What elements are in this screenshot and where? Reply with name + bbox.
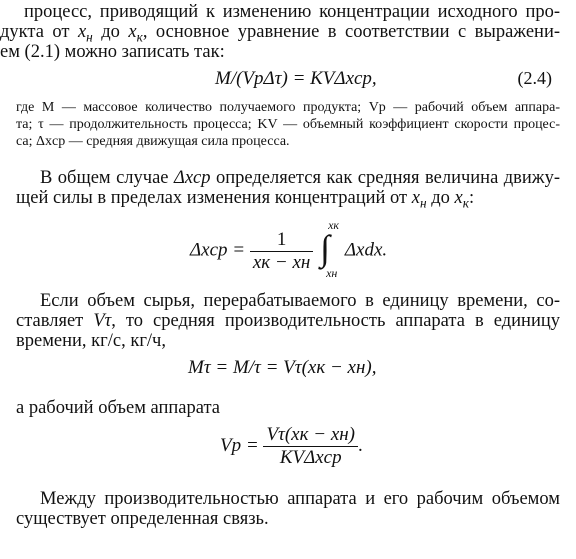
- var-x-k: $x_к$: [128, 22, 143, 45]
- text-line: дукта от $x_н$ до $x_к$, основное уравнение в соответствии с выражени-: [0, 22, 560, 45]
- text-line: Между производительностью аппарата и его рабочим объемом: [40, 489, 560, 509]
- text-line: ем (2.1) можно записать так:: [0, 42, 225, 62]
- text-line: ставляет Vτ, то средняя производительность аппарата в единицу: [16, 311, 560, 331]
- paragraph-1: [0, 2, 560, 62]
- text-line: времени, кг/с, кг/ч,: [16, 331, 166, 351]
- paragraph-2: [16, 168, 560, 211]
- legend-line: са; Δxср — средняя движущая сила процесса.: [16, 134, 290, 149]
- text-line: щей силы в пределах изменения концентраций от $x_н$ до $x_к$:: [16, 188, 475, 211]
- variable-legend: [16, 99, 560, 150]
- equation-2-4: M/(VрΔτ) = KVΔxср,: [215, 68, 377, 89]
- equation-v-p: Vр = $\frac{V\tau(xк - xн)}{\text{KVΔxср}}$ .: [220, 424, 363, 468]
- equation-number: (2.4): [517, 68, 552, 88]
- text-line: В общем случае Δxср определяется как средняя величина движу-: [40, 168, 560, 188]
- fraction: $\frac{1}{xк - xн}$: [250, 229, 314, 274]
- paragraph-5: [16, 489, 560, 529]
- text-line: а рабочий объем аппарата: [16, 398, 221, 418]
- text-line: Если объем сырья, перерабатываемого в единицу времени, со-: [40, 291, 560, 311]
- text-line: существует определенная связь.: [16, 509, 269, 529]
- equation-m-tau: Mτ = M/τ = Vτ(xк − xн),: [188, 357, 377, 378]
- integral-sign: ∫ xк xн: [320, 218, 340, 280]
- var-x-n: $x_н$: [77, 22, 93, 45]
- paragraph-3: [16, 291, 560, 351]
- paragraph-4: [16, 398, 576, 418]
- legend-line: та; τ — продолжительность процесса; KV — объемный коэффициент скорости процес-: [16, 117, 560, 132]
- equation-dx-average: Δxср = $\frac{1}{xк - xн}$ ∫ xк xн Δxdx.: [190, 218, 388, 280]
- fraction: $\frac{V\tau(xк - xн)}{\text{KVΔxср}}$: [263, 424, 358, 469]
- legend-line: где M — массовое количество получаемого продукта; Vр — рабочий объем аппара-: [16, 100, 560, 115]
- text-line: процесс, приводящий к изменению концентрации исходного про-: [24, 2, 560, 22]
